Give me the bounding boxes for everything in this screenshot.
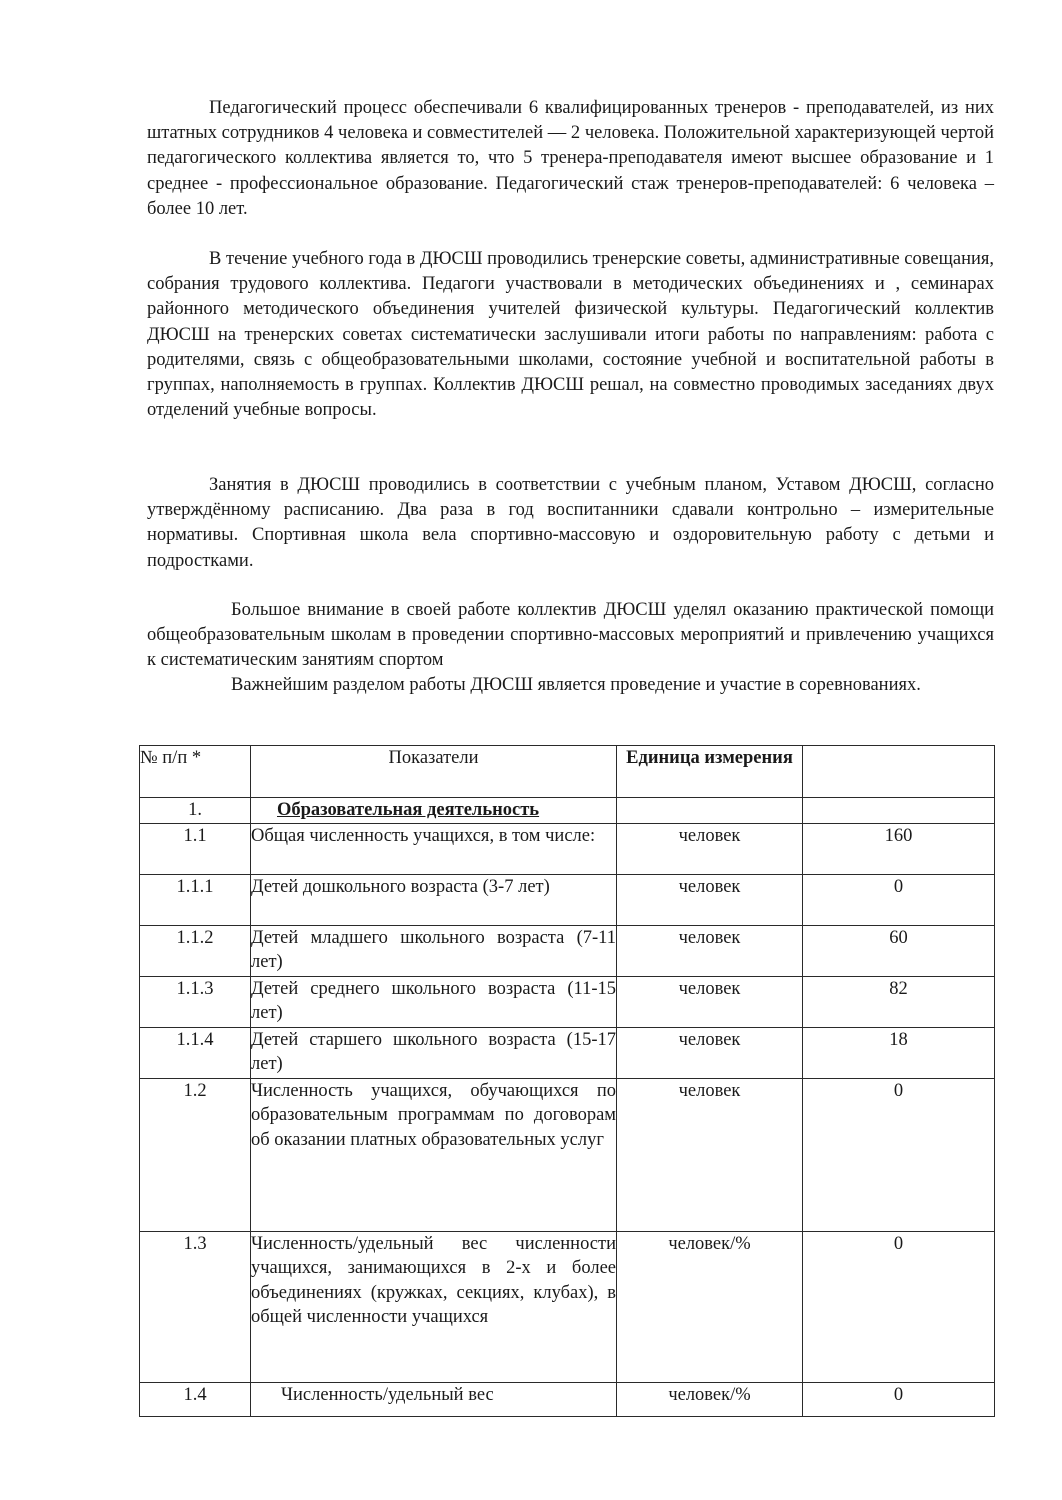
- row-unit: человек: [617, 1078, 803, 1231]
- row-indicator: Детей дошкольного возраста (3-7 лет): [251, 874, 617, 925]
- row-value: 60: [803, 925, 995, 976]
- table-row: [140, 976, 995, 1027]
- row-value: 0: [803, 1382, 995, 1416]
- row-unit: человек: [617, 1027, 803, 1078]
- row-number: 1.2: [140, 1078, 251, 1231]
- row-value: 160: [803, 823, 995, 874]
- section-row: [140, 798, 995, 824]
- table-row: [140, 823, 995, 874]
- row-unit: человек/%: [617, 1231, 803, 1382]
- section-title: Образовательная деятельность: [251, 798, 617, 824]
- section-unit-cell: [617, 798, 803, 824]
- paragraph-staff: Педагогический процесс обеспечивали 6 квалифицированных тренеров - преподавателей, из них штатных сотрудников 4 человека и совместителей — 2 человека. Положительной характеризующей чертой педагогического коллектива является то, что 5 тренера-преподавателя имеют высшее образование и 1 среднее - профессиональное образование. Педагогический стаж тренеров-преподавателей: 6 человека – более 10 лет.: [147, 98, 994, 219]
- row-value: 0: [803, 874, 995, 925]
- table-row: [140, 1027, 995, 1078]
- table-row: [140, 1382, 995, 1416]
- table-row: [140, 925, 995, 976]
- table-header-row: [140, 746, 995, 798]
- header-number: № п/п *: [140, 746, 251, 798]
- header-indicators: Показатели: [251, 746, 617, 798]
- paragraph-classes: Занятия в ДЮСШ проводились в соответствии с учебным планом, Уставом ДЮСШ, согласно утверждённому расписанию. Два раза в год воспитанники сдавали контрольно – измерительные нормативы. Спортивная школа вела спортивно-массовую и оздоровительную работу с детьми и подростками.: [147, 475, 994, 571]
- row-number: 1.1.1: [140, 874, 251, 925]
- row-number: 1.1: [140, 823, 251, 874]
- table-row: [140, 1078, 995, 1231]
- row-unit: человек/%: [617, 1382, 803, 1416]
- row-value: 0: [803, 1231, 995, 1382]
- row-unit: человек: [617, 976, 803, 1027]
- row-indicator: Численность/удельный вес численности учащихся, занимающихся в 2-х и более объединениях (кружках, секциях, клубах), в общей численности учащихся: [251, 1231, 617, 1382]
- table-row: [140, 1231, 995, 1382]
- row-indicator: Детей старшего школьного возраста (15-17 лет): [251, 1027, 617, 1078]
- header-unit: Единица измерения: [617, 746, 803, 798]
- row-number: 1.1.2: [140, 925, 251, 976]
- paragraph-school-help: Большое внимание в своей работе коллектив ДЮСШ уделял оказанию практической помощи общеобразовательным школам в проведении спортивно-массовых мероприятий и привлечению учащихся к систематическим занятиям спортом: [147, 600, 994, 671]
- row-indicator: Общая численность учащихся, в том числе:: [251, 823, 617, 874]
- paragraph-councils: В течение учебного года в ДЮСШ проводились тренерские советы, административные совещания, собрания трудового коллектива. Педагоги участвовали в методических объединениях и , семинарах районного методического объединения учителей физической культуры. Педагогический коллектив ДЮСШ на тренерских советах систематически заслушивали итоги работы по направлениям: работа с родителями, связь с общеобразовательными школами, состояние учебной и воспитательной работы в группах, наполняемость в группах. Коллектив ДЮСШ решал, на совместно проводимых заседаниях двух отделений учебные вопросы.: [147, 249, 994, 421]
- row-indicator: Численность учащихся, обучающихся по образовательным программам по договорам об оказании платных образовательных услуг: [251, 1078, 617, 1231]
- row-unit: человек: [617, 823, 803, 874]
- row-indicator: Численность/удельный вес: [251, 1382, 617, 1416]
- row-value: 18: [803, 1027, 995, 1078]
- row-value: 0: [803, 1078, 995, 1231]
- section-value-cell: [803, 798, 995, 824]
- paragraph-competitions: Важнейшим разделом работы ДЮСШ является проведение и участие в соревнованиях.: [231, 675, 921, 695]
- row-value: 82: [803, 976, 995, 1027]
- row-number: 1.1.3: [140, 976, 251, 1027]
- row-indicator: Детей среднего школьного возраста (11-15 лет): [251, 976, 617, 1027]
- row-number: 1.4: [140, 1382, 251, 1416]
- table-row: [140, 874, 995, 925]
- row-number: 1.1.4: [140, 1027, 251, 1078]
- row-number: 1.3: [140, 1231, 251, 1382]
- header-value: [803, 746, 995, 798]
- row-indicator: Детей младшего школьного возраста (7-11 лет): [251, 925, 617, 976]
- section-number: 1.: [140, 798, 251, 824]
- row-unit: человек: [617, 874, 803, 925]
- row-unit: человек: [617, 925, 803, 976]
- indicators-table: [139, 745, 995, 1417]
